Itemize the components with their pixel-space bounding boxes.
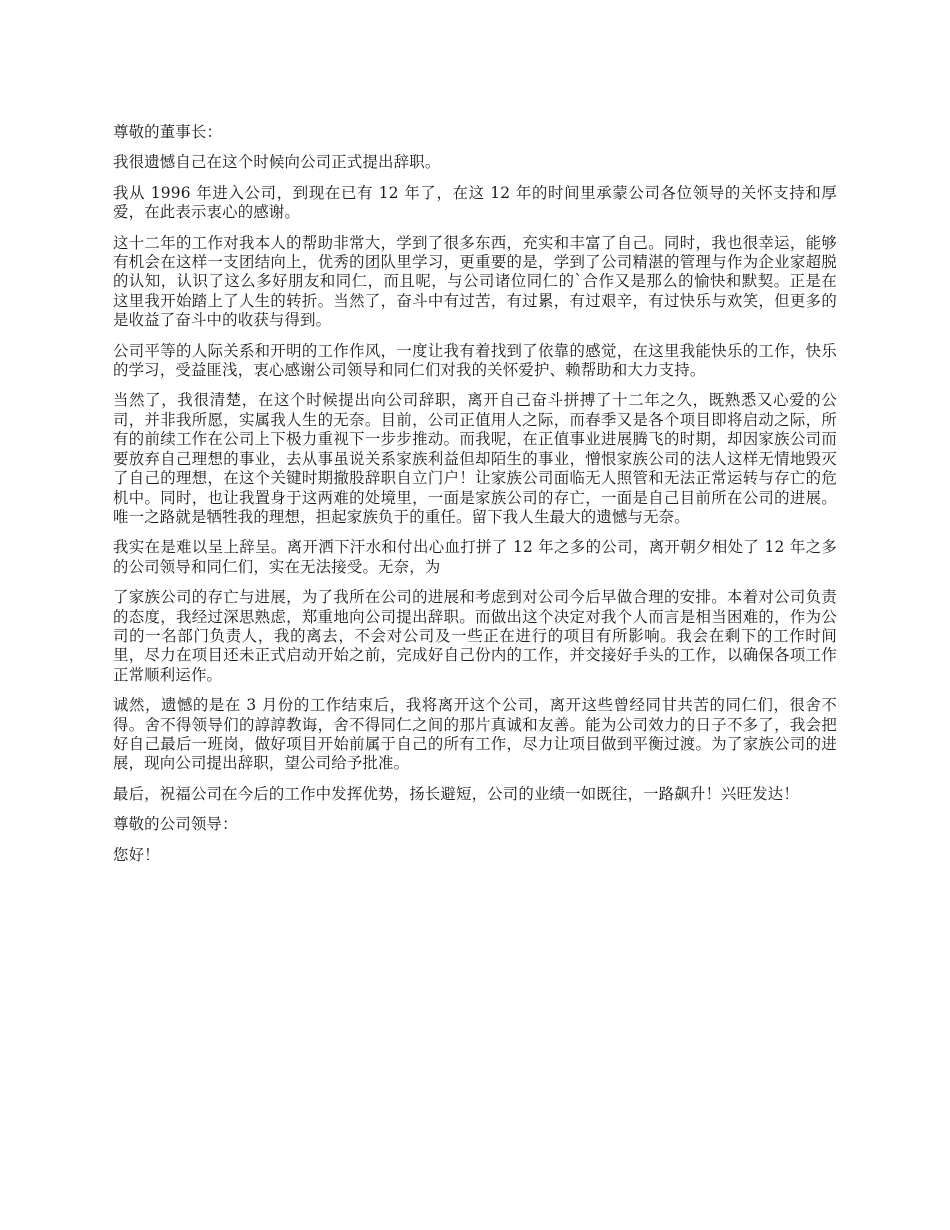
greeting: 您好！ xyxy=(113,845,160,864)
paragraph-growth: 这十二年的工作对我本人的帮助非常大，学到了很多东西，充实和丰富了自己。同时，我也很幸运，能够有机会在这样一支团结向上，优秀的团队里学习，更重要的是，学到了公司精湛的管理与作为企业家超脱的认知，认识了这么多好朋友和同仁，而且呢，与公司诸位同仁的`合作又是那么的愉快和默契。正是在这里我开始踏上了人生的转折。当然了，奋斗中有过苦，有过累，有过艰辛，有过快乐与欢笑，但更多的是收益了奋斗中的收获与得到。 xyxy=(113,233,837,330)
paragraph-reasons: 当然了，我很清楚，在这个时候提出向公司辞职，离开自己奋斗拼搏了十二年之久，既熟悉又心爱的公司，并非我所愿，实属我人生的无奈。目前，公司正值用人之际，而春季又是各个项目即将启动之际，所有的前续工作在公司上下极力重视下一步步推动。而我呢，在正值事业进展腾飞的时期，却因家族公司而要放弃自己理想的事业，去从事虽说关系家族利益但却陌生的事业，憎恨家族公司的法人这样无情地毁灭了自己的理想，在这个关键时期撤股辞职自立门户！让家族公司面临无人照管和无法正常运转与存亡的危机中。同时，也让我置身于这两难的处境里，一面是家族公司的存亡，一面是自己目前所在公司的进展。唯一之路就是牺牲我的理想，担起家族负于的重任。留下我人生最大的遗憾与无奈。 xyxy=(113,391,837,526)
paragraph-gratitude: 我从 1996 年进入公司，到现在已有 12 年了，在这 12 年的时间里承蒙公司各位领导的关怀支持和厚爱，在此表示衷心的感谢。 xyxy=(113,183,837,222)
paragraph-difficulty: 我实在是难以呈上辞呈。离开洒下汗水和付出心血打拼了 12 年之多的公司，离开朝夕相处了 12 年之多的公司领导和同仁们，实在无法接受。无奈，为 xyxy=(113,538,837,576)
paragraph-work-environment: 公司平等的人际关系和开明的工作作风，一度让我有着找到了依靠的感觉，在这里我能快乐的工作，快乐的学习，受益匪浅，衷心感谢公司领导和同仁们对我的关怀爱护、赖帮助和大力支持。 xyxy=(113,341,837,380)
paragraph-blessing: 最后，祝福公司在今后的工作中发挥优势，扬长避短，公司的业绩一如既往，一路飙升！兴旺发达！ xyxy=(113,784,799,803)
paragraph-decision: 了家族公司的存亡与进展，为了我所在公司的进展和考虑到对公司今后早做合理的安排。本着对公司负责的态度，我经过深思熟虑，郑重地向公司提出辞职。而做出这个决定对我个人而言是相当困难的，作为公司的一名部门负责人，我的离去，不会对公司及一些正在进行的项目有所影响。我会在剩下的工作时间里，尽力在项目还未正式启动开始之前，完成好自己份内的工作，并交接好手头的工作，以确保各项工作正常顺利运作。 xyxy=(113,588,837,684)
salutation-chairman: 尊敬的董事长： xyxy=(113,123,223,141)
paragraph-resignation-statement: 我很遗憾自己在这个时候向公司正式提出辞职。 xyxy=(113,153,441,172)
salutation-leaders: 尊敬的公司领导： xyxy=(113,815,238,834)
paragraph-handover: 诚然，遗憾的是在 3 月份的工作结束后，我将离开这个公司，离开这些曾经同甘共苦的同仁们，很舍不得。舍不得领导们的諄諄教诲，舍不得同仁之间的那片真诚和友善。能为公司效力的日子不多了，我会把好自己最后一班岗，做好项目开始前属于自己的所有工作，尽力让项目做到平衡过渡。为了家族公司的进展，现向公司提出辞职，望公司给予批准。 xyxy=(113,696,837,773)
